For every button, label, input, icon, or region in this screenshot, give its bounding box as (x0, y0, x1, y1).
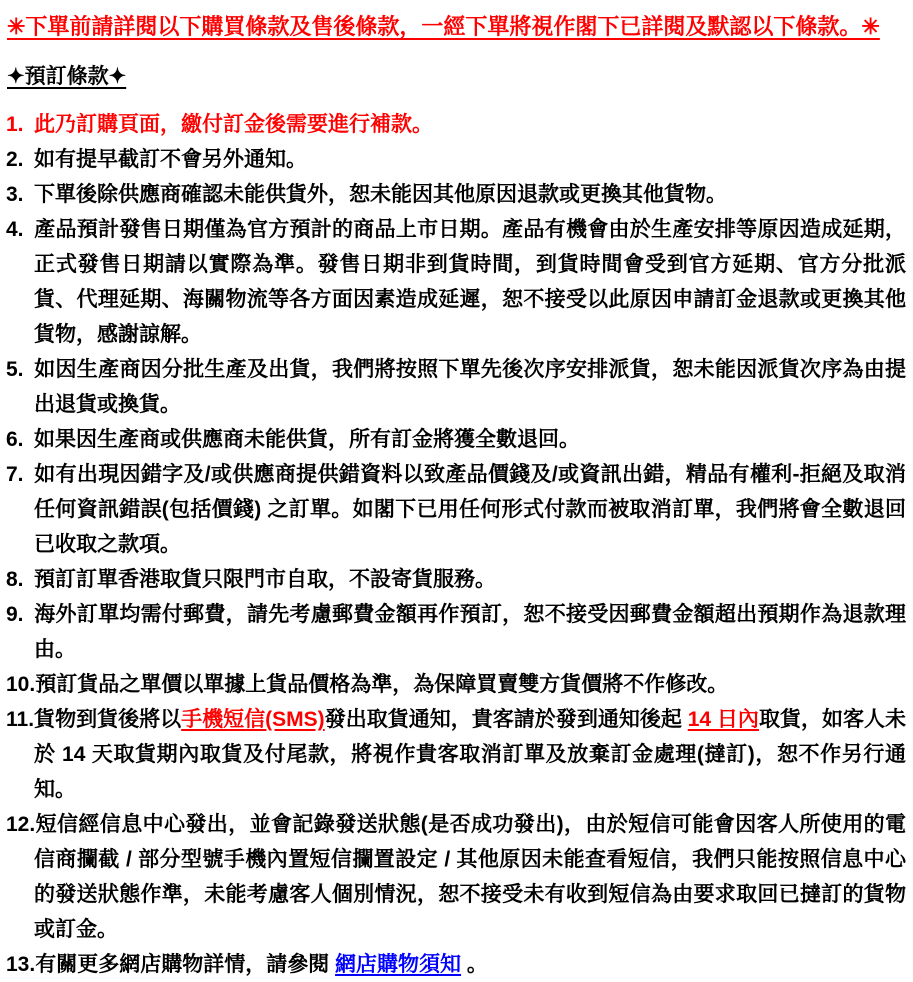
term-item (6, 142, 906, 177)
term-text: 預訂訂單香港取貨只限門市自取，不設寄貨服務。 (34, 568, 496, 591)
term-item (6, 597, 906, 667)
term-text: 如有出現因錯字及/或供應商提供錯資料以致產品價錢及/或資訊出錯，精品有權利-拒絕及取消任何資訊錯誤(包括價錢) 之訂單。如閣下已用任何形式付款而被取消訂單，我們將會全數退回已收取之款項。 (34, 463, 906, 556)
term-number: 4. (6, 218, 24, 241)
terms-list (6, 107, 906, 982)
term-item (6, 212, 906, 352)
term-number: 13. (6, 953, 36, 976)
term-text: 貨物到貨後將以 (34, 708, 182, 731)
term-text: 發出取貨通知，貴客請於發到通知後起 (324, 708, 688, 731)
page-title: ✳下單前請詳閱以下購買條款及售後條款，一經下單將視作閣下已詳閱及默認以下條款。✳ (7, 14, 880, 39)
term-text: 預訂貨品之單價以單據上貨品價格為準，為保障買賣雙方貨價將不作修改。 (35, 673, 729, 696)
term-text: 下單後除供應商確認未能供貨外，恕未能因其他原因退款或更換其他貨物。 (34, 183, 727, 206)
term-text: 產品預計發售日期僅為官方預計的商品上市日期。產品有機會由於生產安排等原因造成延期，正式發售日期請以實際為準。發售日期非到貨時間，到貨時間會受到官方延期、官方分批派貨、代理延期、海關物流等各方面因素造成延遲，恕不接受以此原因申請訂金退款或更換其他貨物，感謝諒解。 (34, 218, 906, 346)
term-item (6, 562, 906, 597)
term-number: 7. (6, 463, 24, 486)
term-number: 6. (6, 428, 24, 451)
term-number: 3. (6, 183, 24, 206)
term-text: 取貨，如客人未於 14 天取貨期內取貨及付尾款，將視作貴客取消訂單及放棄訂金處理(撻訂)，恕不作另行通知。 (34, 708, 907, 801)
term-number: 11. (6, 708, 35, 731)
term-number: 10. (6, 673, 36, 696)
term-item (6, 422, 906, 457)
term-item (6, 667, 906, 702)
term-text: 此乃訂購頁面，繳付訂金後需要進行補款。 (34, 113, 433, 136)
term-item (6, 177, 906, 212)
term-number: 9. (6, 603, 24, 626)
term-text: 短信經信息中心發出，並會記錄發送狀態(是否成功發出)，由於短信可能會因客人所使用的電信商攔截 / 部分型號手機內置短信攔置設定 / 其他原因未能查看短信，我們只能按照信息中心的發送狀態作準，未能考慮客人個別情況，恕不接受未有收到短信為由要求取回已撻訂的貨物或訂金。 (34, 813, 906, 941)
term-item (6, 352, 906, 422)
term-item (6, 107, 906, 142)
term-item (6, 702, 906, 807)
term-text: 如因生產商因分批生產及出貨，我們將按照下單先後次序安排派貨，恕未能因派貨次序為由提出退貨或換貨。 (34, 358, 906, 416)
term-text: 手機短信(SMS) (181, 708, 325, 731)
term-number: 2. (6, 148, 24, 171)
term-item (6, 807, 906, 947)
term-text: 14 日內 (687, 708, 759, 731)
term-text: 海外訂單均需付郵費，請先考慮郵費金額再作預訂，恕不接受因郵費金額超出預期作為退款理由。 (34, 603, 906, 661)
term-text: 如有提早截訂不會另外通知。 (34, 148, 307, 171)
section-heading-preorder-terms: ✦預訂條款✦ (7, 65, 127, 88)
term-text: 。 (461, 953, 488, 976)
term-number: 5. (6, 358, 24, 381)
term-number: 1. (6, 113, 24, 136)
term-text: 如果因生產商或供應商未能供貨，所有訂金將獲全數退回。 (34, 428, 580, 451)
store-shopping-notice-link[interactable]: 網店購物須知 (335, 953, 462, 976)
term-number: 12. (6, 813, 36, 836)
term-text: 有關更多網店購物詳情，請參閱 (35, 953, 336, 976)
term-number: 8. (6, 568, 24, 591)
term-item (6, 457, 906, 562)
term-item (6, 947, 906, 982)
